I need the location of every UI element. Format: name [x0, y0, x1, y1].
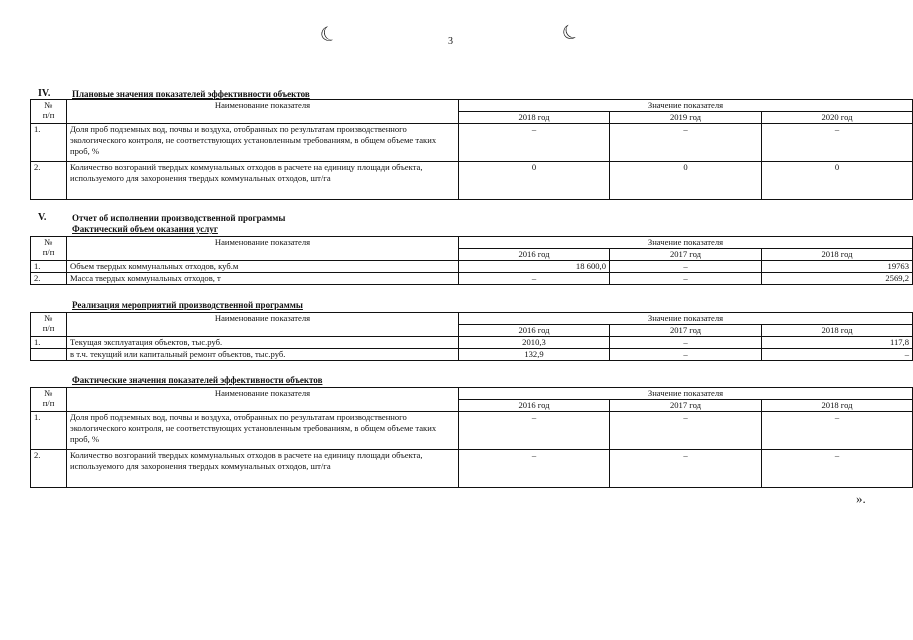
row-value: 19763 [762, 261, 913, 273]
col-header-num: № п/п [31, 237, 67, 261]
row-name: в т.ч. текущий или капитальный ремонт объектов, тыс.руб. [67, 349, 459, 361]
row-value: – [459, 124, 610, 162]
closing-quote: ». [856, 491, 866, 506]
service-volume-table [30, 236, 913, 285]
section-v-subtitle: Фактический объем оказания услуг [72, 224, 218, 234]
section-v-title: Отчет об исполнении производственной программы [72, 213, 286, 223]
row-value: 2569,2 [762, 273, 913, 285]
table-row [31, 124, 913, 162]
col-header-value: Значение показателя [459, 100, 913, 112]
row-value: – [610, 412, 762, 450]
row-num: 2. [31, 273, 67, 285]
row-value: 0 [459, 162, 610, 200]
row-value: 18 600,0 [459, 261, 610, 273]
row-value: 132,9 [459, 349, 610, 361]
row-value: – [610, 273, 762, 285]
table-row [31, 412, 913, 450]
row-num: 2. [31, 450, 67, 488]
page-number: 3 [448, 36, 453, 47]
year-header: 2018 год [459, 112, 610, 124]
year-header: 2020 год [762, 112, 913, 124]
year-header: 2017 год [610, 325, 762, 337]
col-header-name: Наименование показателя [67, 100, 459, 124]
table-row [31, 349, 913, 361]
col-header-num: № п/п [31, 388, 67, 412]
hole-punch-mark: ☾ [316, 21, 342, 49]
col-header-name: Наименование показателя [67, 388, 459, 412]
section-iv-number: IV. [38, 88, 51, 99]
year-header: 2019 год [610, 112, 762, 124]
row-value: – [762, 349, 913, 361]
planned-indicators-table [30, 99, 913, 200]
section-iv-title: Плановые значения показателей эффективности объектов [72, 89, 310, 99]
table-row [31, 450, 913, 488]
table-row [31, 337, 913, 349]
row-value: – [459, 273, 610, 285]
table-row [31, 261, 913, 273]
row-value: 2010,3 [459, 337, 610, 349]
row-value: – [610, 261, 762, 273]
year-header: 2017 год [610, 249, 762, 261]
row-name: Количество возгораний твердых коммунальных отходов в расчете на единицу площади объекта, используемого для захоронения твердых коммунальных отходов, шт/га [67, 450, 459, 488]
row-name: Доля проб подземных вод, почвы и воздуха, отобранных по результатам производственного экологического контроля, не соответствующих установленным требованиям, в общем объеме таких проб, % [67, 412, 459, 450]
year-header: 2016 год [459, 400, 610, 412]
col-header-name: Наименование показателя [67, 313, 459, 337]
row-value: – [762, 450, 913, 488]
section-v-number: V. [38, 212, 47, 223]
col-header-value: Значение показателя [459, 237, 913, 249]
row-name: Объем твердых коммунальных отходов, куб.м [67, 261, 459, 273]
year-header: 2018 год [762, 325, 913, 337]
row-name: Количество возгораний твердых коммунальных отходов в расчете на единицу площади объекта, используемого для захоронения твердых коммунальных отходов, шт/га [67, 162, 459, 200]
col-header-value: Значение показателя [459, 313, 913, 325]
row-name: Текущая эксплуатация объектов, тыс.руб. [67, 337, 459, 349]
row-num: 1. [31, 412, 67, 450]
row-num: 1. [31, 337, 67, 349]
col-header-name: Наименование показателя [67, 237, 459, 261]
year-header: 2017 год [610, 400, 762, 412]
row-value: 0 [610, 162, 762, 200]
row-num [31, 349, 67, 361]
row-value: – [610, 124, 762, 162]
program-implementation-table [30, 312, 913, 361]
year-header: 2016 год [459, 325, 610, 337]
year-header: 2018 год [762, 249, 913, 261]
col-header-num: № п/п [31, 100, 67, 124]
row-value: – [762, 412, 913, 450]
actual-indicators-table [30, 387, 913, 488]
row-value: 0 [762, 162, 913, 200]
row-num: 1. [31, 124, 67, 162]
row-value: – [459, 450, 610, 488]
row-num: 1. [31, 261, 67, 273]
year-header: 2016 год [459, 249, 610, 261]
actual-indicators-title: Фактические значения показателей эффективности объектов [72, 375, 323, 385]
row-value: – [459, 412, 610, 450]
row-value: – [762, 124, 913, 162]
row-num: 2. [31, 162, 67, 200]
row-value: – [610, 337, 762, 349]
row-name: Доля проб подземных вод, почвы и воздуха, отобранных по результатам производственного экологического контроля, не соответствующих установленным требованиям, в общем объеме таких проб, % [67, 124, 459, 162]
row-value: – [610, 349, 762, 361]
hole-punch-mark: ☾ [557, 18, 585, 47]
row-value: – [610, 450, 762, 488]
table-row [31, 273, 913, 285]
col-header-value: Значение показателя [459, 388, 913, 400]
row-value: 117,8 [762, 337, 913, 349]
program-section-title: Реализация мероприятий производственной программы [72, 300, 303, 310]
row-name: Масса твердых коммунальных отходов, т [67, 273, 459, 285]
col-header-num: № п/п [31, 313, 67, 337]
year-header: 2018 год [762, 400, 913, 412]
table-row [31, 162, 913, 200]
